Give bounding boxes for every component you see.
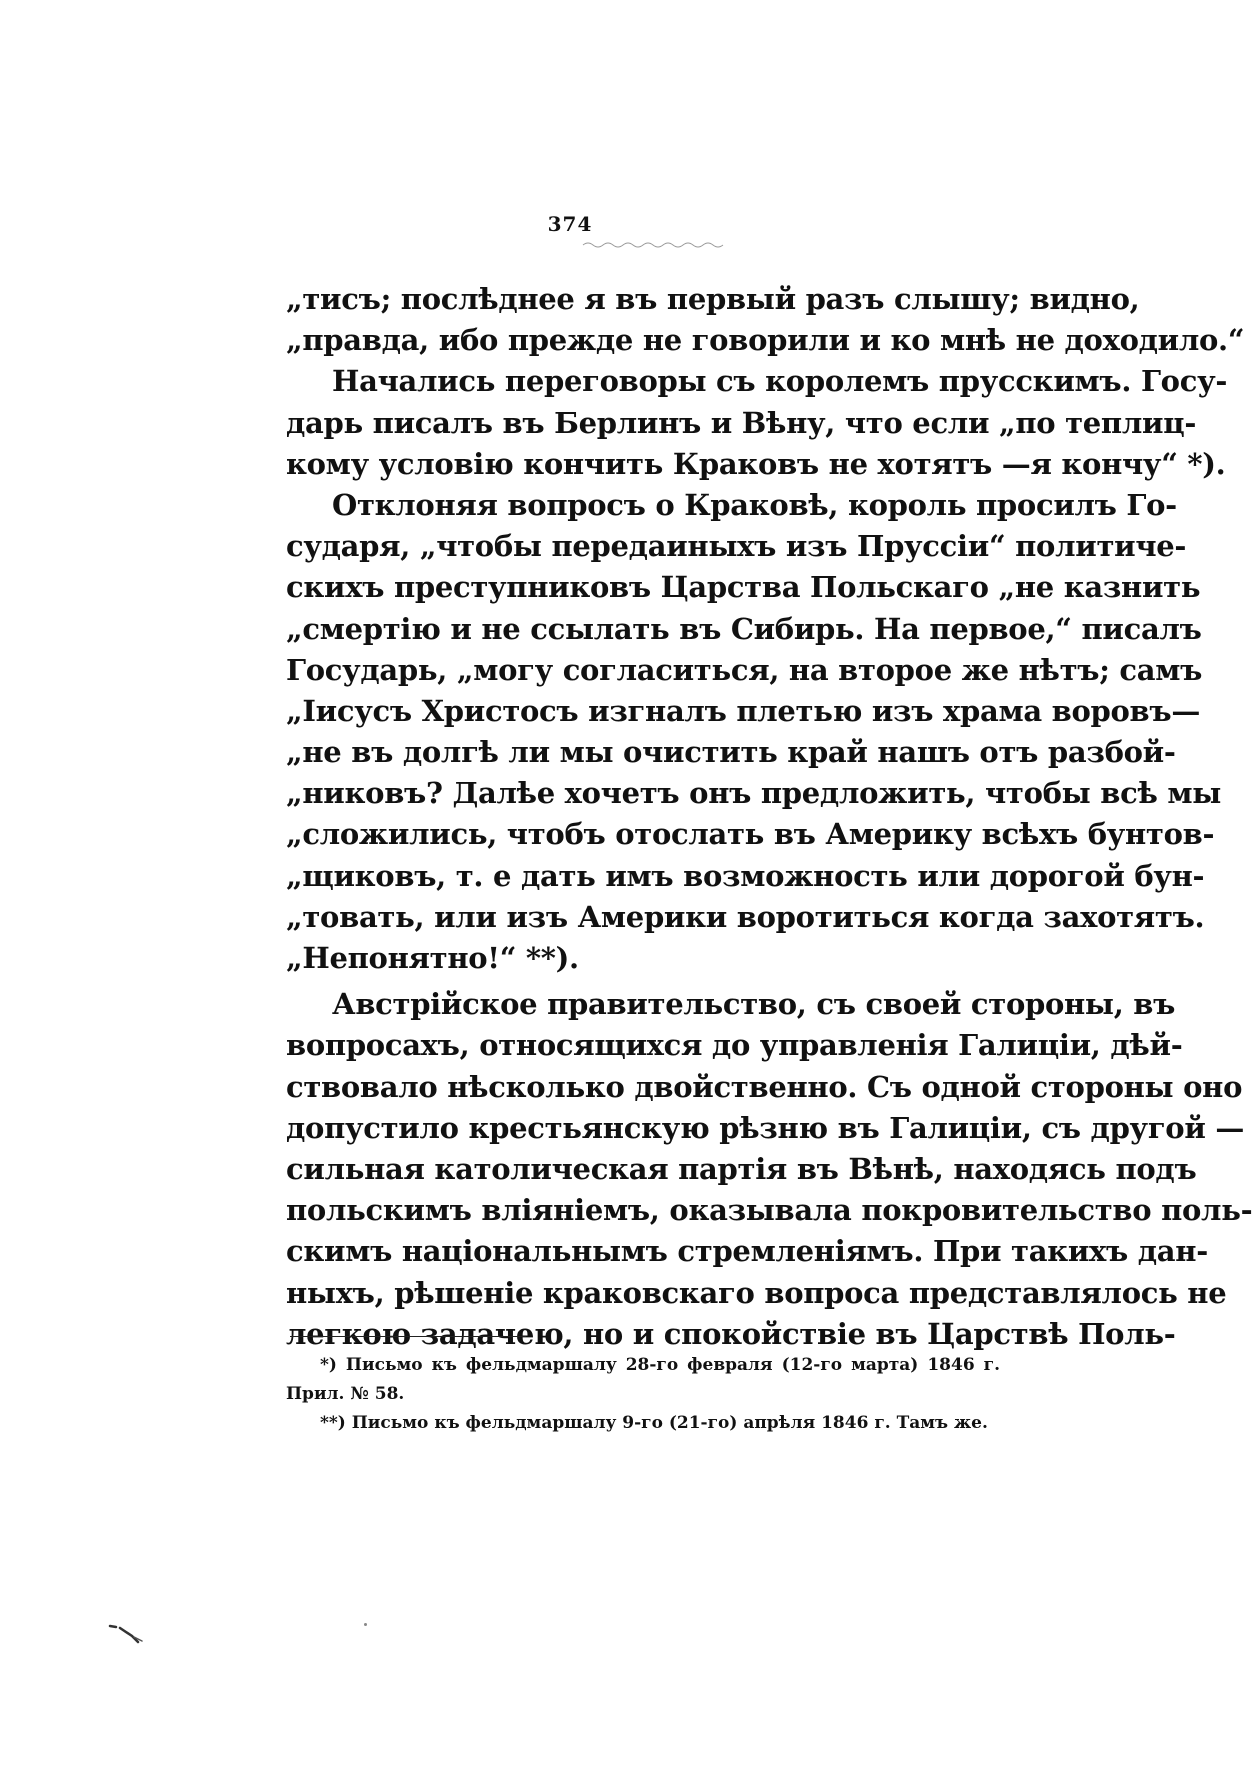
text-line: скимъ національнымъ стремленіямъ. При такихъ дан- <box>286 1234 1208 1269</box>
footnotes <box>286 1351 1000 1438</box>
text-line: кому условію кончить Краковъ не хотятъ —я кончу“ *). <box>286 446 1226 481</box>
text-line: „тисъ; послѣднее я въ первый разъ слышу; видно, <box>286 282 1140 316</box>
text-line: вопросахъ, относящихся до управленія Галиціи, дѣй- <box>286 1028 1183 1063</box>
scan-artifact-mark <box>108 1622 158 1650</box>
scan-artifact-dot <box>364 1623 367 1626</box>
text-line: ныхъ, рѣшеніе краковскаго вопроса представлялось не <box>286 1275 1227 1310</box>
text-line: „Непонятно!“ **). <box>286 941 579 975</box>
text-line: сильная католическая партія въ Вѣнѣ, находясь подъ <box>286 1151 1197 1186</box>
text-line: „щиковъ, т. е дать имъ возможность или дорогой бун- <box>286 858 1205 893</box>
footnote-line: *) Письмо къ фельдмаршалу 28-го февраля (12-го марта) 1846 г. <box>320 1355 1000 1375</box>
text-line: „правда, ибо прежде не говорили и ко мнѣ не доходило.“ <box>286 323 1245 358</box>
text-line: ствовало нѣсколько двойственно. Съ одной стороны оно <box>286 1069 1243 1104</box>
footnote-divider <box>290 1336 526 1337</box>
text-line: „смертію и не ссылать въ Сибирь. На первое,“ писалъ <box>286 611 1202 646</box>
text-line: скихъ преступниковъ Царства Польскаго „не казнить <box>286 570 1201 605</box>
text-line: сударя, „чтобы передаиныхъ изъ Пруссіи“ политиче- <box>286 529 1187 564</box>
text-line: „Іисусъ Христосъ изгналъ плетью изъ храма воровъ— <box>286 693 1201 728</box>
text-line: Государь, „могу согласиться, на второе же нѣтъ; самъ <box>286 652 1203 687</box>
text-line: Начались переговоры съ королемъ прусскимъ. Госу- <box>332 364 1228 399</box>
text-line: „сложились, чтобъ отослать въ Америку всѣхъ бунтов- <box>286 817 1215 852</box>
page-number-ornament <box>583 240 723 248</box>
text-line: „никовъ? Далѣе хочетъ онъ предложить, чтобы всѣ мы <box>286 776 1221 811</box>
text-line: польскимъ вліяніемъ, оказывала покровительство поль- <box>286 1193 1252 1228</box>
body-text <box>286 279 1252 1355</box>
text-line: дарь писалъ въ Берлинъ и Вѣну, что если „по теплиц- <box>286 405 1197 440</box>
footnote-line: **) Письмо къ фельдмаршалу 9-го (21-го) апрѣля 1846 г. Тамъ же. <box>320 1413 988 1433</box>
text-line: Отклоняя вопросъ о Краковѣ, король просилъ Го- <box>332 487 1177 522</box>
text-line: допустило крестьянскую рѣзню въ Галиціи, съ другой — <box>286 1110 1245 1145</box>
page-number: 374 <box>547 212 593 236</box>
text-line: легкою задачею, но и спокойствіе въ Царствѣ Поль- <box>286 1316 1176 1351</box>
text-line: „не въ долгѣ ли мы очистить край нашъ отъ разбой- <box>286 735 1176 770</box>
text-line: Австрійское правительство, съ своей стороны, въ <box>332 987 1176 1022</box>
footnote-line: Прил. № 58. <box>286 1384 405 1404</box>
text-line: „товать, или изъ Америки воротиться когда захотятъ. <box>286 899 1205 934</box>
